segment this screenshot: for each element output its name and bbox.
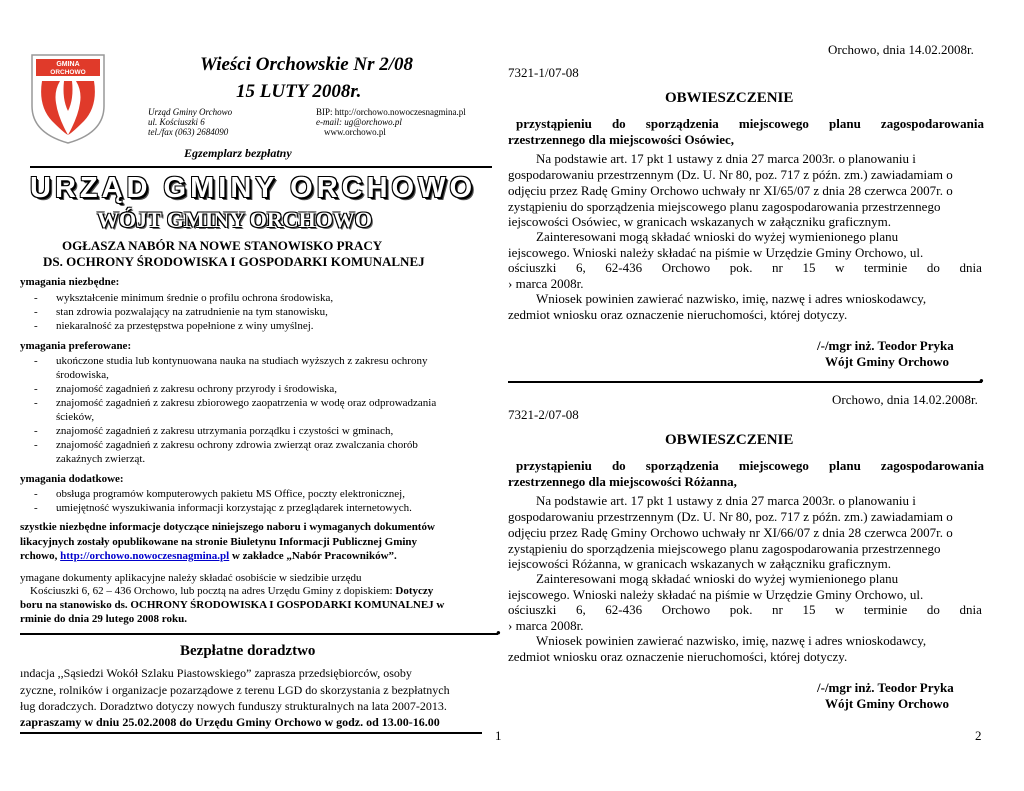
divider-dot: ● [496, 628, 501, 637]
list-bullet: - [34, 306, 38, 318]
docs-line-3: boru na stanowisko ds. OCHRONY ŚRODOWISKA I GOSPODARKI KOMUNALNEJ w [20, 599, 445, 611]
word: pok. [729, 602, 753, 617]
notice-text: zystąpieniu do sporządzenia miejscowego planu zagospodarowania przestrzennego [508, 199, 941, 214]
notice-date: Orchowo, dnia 14.02.2008r. [832, 392, 978, 407]
list-bullet: - [34, 355, 38, 367]
word: 15 [802, 260, 816, 275]
word: terminie [863, 602, 908, 617]
advice-line-2: zyczne, rolników i organizacje pozarządowe z terenu LGD do skorzystania z bezpłatnych [20, 683, 450, 697]
word: sporządzenia [645, 116, 719, 131]
notice-text: Wniosek powinien zawierać nazwisko, imię, nazwę i adres wnioskodawcy, [536, 633, 927, 648]
logo-text-bottom: ORCHOWO [50, 69, 86, 76]
notice-text: odjęciu przez Radę Gminy Orchowo uchwały nr XI/66/07 z dnia 28 czerwca 2007r. o [508, 525, 953, 540]
word: do [926, 260, 940, 275]
word: do [611, 458, 626, 473]
extra-item: umiejętność wyszukiwania informacji korzystając z przeglądarek internetowych. [56, 502, 412, 514]
word: ościuszki [508, 260, 557, 275]
word: zagospodarowania [880, 458, 984, 473]
notice-text: zystąpieniu do sporządzenia miejscowego planu zagospodarowania przestrzennego [508, 541, 941, 556]
office-name: Urząd Gminy Orchowo [148, 107, 233, 117]
required-heading: ymagania niezbędne: [20, 276, 120, 288]
notice-text: Na podstawie art. 17 pkt 1 ustawy z dnia 27 marca 2003r. o planowaniu i [536, 151, 916, 166]
notice-text: › marca 2008r. [508, 276, 584, 291]
office-street: ul. Kościuszki 6 [148, 117, 205, 127]
email-address: e-mail: ug@orchowo.pl [316, 117, 402, 127]
word: nr [772, 260, 783, 275]
notice-text-justified [508, 260, 982, 276]
notice-text: iejscowości Osówiec, w granicach wskazanych w załączniku graficznym. [508, 214, 891, 229]
notice-heading: OBWIESZCZENIE [665, 90, 794, 106]
list-bullet: - [34, 439, 38, 451]
word: miejscowego [738, 116, 809, 131]
newsletter-title: Wieści Orchowskie Nr 2/08 [200, 54, 414, 75]
word: pok. [729, 260, 753, 275]
notice-subject-line-1 [516, 116, 984, 132]
word: w [835, 260, 845, 275]
advice-line-3: ług doradczych. Doradztwo dotyczy nowych funduszy strukturalnych na lata 2007-2013. [20, 699, 447, 713]
preferred-item: znajomość zagadnień z zakresu ochrony zdrowia zwierząt oraz zwalczania chorób [56, 439, 418, 451]
word: 6, [575, 260, 586, 275]
word: miejscowego [738, 458, 809, 473]
word: planu [829, 458, 861, 473]
bip-link[interactable]: http://orchowo.nowoczesnagmina.pl [60, 550, 230, 562]
info-line-1: szystkie niezbędne informacje dotyczące niniejszego naboru i wymaganych dokumentów [20, 521, 435, 533]
left-divider [20, 633, 498, 635]
notice-text: Na podstawie art. 17 pkt 1 ustawy z dnia 27 marca 2003r. o planowaniu i [536, 493, 916, 508]
list-bullet: - [34, 397, 38, 409]
word: dnia [959, 602, 982, 617]
list-bullet: - [34, 320, 38, 332]
info-line-3-end: w zakładce „Nabór Pracowników”. [229, 550, 397, 562]
notice-subject-line-1 [516, 458, 984, 474]
signature-name: /-/mgr inż. Teodor Pryka [817, 338, 954, 353]
docs-line-4: rminie do dnia 29 lutego 2008 roku. [20, 613, 187, 625]
logo-text-top: GMINA [56, 61, 80, 68]
preferred-item-cont: zakaźnych zwierząt. [56, 453, 146, 465]
extra-heading: ymagania dodatkowe: [20, 473, 124, 485]
notice-text: odjęciu przez Radę Gminy Orchowo uchwały nr XI/65/07 z dnia 28 czerwca 2007r. o [508, 183, 953, 198]
notice-text: › marca 2008r. [508, 618, 584, 633]
advice-line-1: ındacja ,,Sąsiedzi Wokół Szlaku Piastowskiego” zaprasza przedsiębiorców, osoby [20, 666, 412, 680]
word: planu [829, 116, 861, 131]
list-bullet: - [34, 425, 38, 437]
list-bullet: - [34, 383, 38, 395]
preferred-item: ukończone studia lub kontynuowana nauka na studiach wyższych z zakresu ochrony [56, 355, 428, 367]
word: przystąpieniu [516, 116, 592, 131]
notice-text: Zainteresowani mogą składać wnioski do wyżej wymienionego planu [536, 571, 899, 586]
notice-text: iejscowości Różanna, w granicach wskazanych w załączniku graficznym. [508, 556, 891, 571]
left-page-number: 1 [495, 728, 502, 743]
word: zagospodarowania [880, 116, 984, 131]
word: Orchowo [661, 602, 711, 617]
required-item: stan zdrowia pozwalający na zatrudnienie na tym stanowisku, [56, 306, 328, 318]
word: 62-436 [605, 260, 643, 275]
notice-ref: 7321-2/07-08 [508, 407, 579, 422]
header-divider [30, 166, 492, 168]
notice-text: zedmiot wniosku oraz oznaczenie nieruchomości, której dotyczy. [508, 307, 848, 322]
word: do [611, 116, 626, 131]
list-bullet: - [34, 488, 38, 500]
notice-text: Wniosek powinien zawierać nazwisko, imię, nazwę i adres wnioskodawcy, [536, 291, 927, 306]
notice-text: iejscowego. Wnioski należy składać na piśmie w Urzędzie Gminy Orchowo, ul. [508, 587, 924, 602]
bip-address: BIP: http://orchowo.nowoczesnagmina.pl [316, 107, 466, 117]
notice-subject-line-2: rzestrzennego dla miejscowości Osówiec, [508, 132, 734, 147]
notice-heading: OBWIESZCZENIE [665, 432, 794, 448]
word: nr [772, 602, 783, 617]
info-line-3 [20, 550, 397, 562]
announce-line-1: OGŁASZA NABÓR NA NOWE STANOWISKO PRACY [62, 238, 383, 253]
word: do [926, 602, 940, 617]
list-bullet: - [34, 292, 38, 304]
notice-subject-line-2: rzestrzennego dla miejscowości Różanna, [508, 474, 737, 489]
notice-ref: 7321-1/07-08 [508, 65, 579, 80]
docs-line-1: ymagane dokumenty aplikacyjne należy składać osobiście w siedzibie urzędu [20, 572, 362, 584]
notice-text: Zainteresowani mogą składać wnioski do wyżej wymienionego planu [536, 229, 899, 244]
notice-text: zedmiot wniosku oraz oznaczenie nieruchomości, której dotyczy. [508, 649, 848, 664]
preferred-item-cont: środowiska, [56, 369, 109, 381]
word: sporządzenia [645, 458, 719, 473]
office-phone: tel./fax (063) 2684090 [148, 127, 229, 137]
preferred-heading: ymagania preferowane: [20, 340, 132, 352]
docs-line-2-bold: Dotyczy [395, 585, 434, 597]
right-page-number: 2 [975, 728, 982, 743]
docs-line-2-text: Kościuszki 6, 62 – 436 Orchowo, lub pocztą na adres Urzędu Gminy z dopiskiem: [30, 585, 396, 597]
extra-item: obsługa programów komputerowych pakietu MS Office, poczty elektronicznej, [56, 488, 405, 500]
notice-text: gospodarowaniu przestrzennym (Dz. U. Nr 80, poz. 717 z późn. zm.) zawiadamiam o [508, 509, 953, 524]
word: 62-436 [605, 602, 643, 617]
advice-heading: Bezpłatne doradztwo [180, 643, 316, 659]
word: terminie [863, 260, 908, 275]
word: 15 [802, 602, 816, 617]
notice-text-justified [508, 602, 982, 618]
docs-line-2 [30, 585, 433, 597]
notice-text: iejscowego. Wnioski należy składać na piśmie w Urzędzie Gminy Orchowo, ul. [508, 245, 924, 260]
gmina-logo [28, 51, 108, 146]
notice-text: gospodarowaniu przestrzennym (Dz. U. Nr 80, poz. 717 z późn. zm.) zawiadamiam o [508, 167, 953, 182]
preferred-item: znajomość zagadnień z zakresu utrzymania porządku i czystości w gminach, [56, 425, 394, 437]
signature-title: Wójt Gminy Orchowo [825, 354, 949, 369]
www-address: www.orchowo.pl [324, 127, 386, 137]
office-banner: URZĄD GMINY ORCHOWO [30, 172, 477, 204]
word: ościuszki [508, 602, 557, 617]
notice-divider [508, 381, 982, 383]
preferred-item-cont: ścieków, [56, 411, 95, 423]
announce-line-2: DS. OCHRONY ŚRODOWISKA I GOSPODARKI KOMUNALNEJ [43, 254, 425, 269]
signature-name: /-/mgr inż. Teodor Pryka [817, 680, 954, 695]
word: przystąpieniu [516, 458, 592, 473]
signature-title: Wójt Gminy Orchowo [825, 696, 949, 711]
list-bullet: - [34, 502, 38, 514]
wojt-banner: WÓJT GMINY ORCHOWO [97, 207, 373, 232]
word: dnia [959, 260, 982, 275]
word: Orchowo [661, 260, 711, 275]
preferred-item: znajomość zagadnień z zakresu zbiorowego zaopatrzenia w wodę oraz odprowadzania [56, 397, 437, 409]
advice-underline [20, 732, 482, 734]
preferred-item: znajomość zagadnień z zakresu ochrony przyrody i środowiska, [56, 383, 338, 395]
cut-date-text: Orchowo, dnia 14.02.2008r. [828, 42, 974, 57]
free-copy-label: Egzemplarz bezpłatny [184, 146, 292, 160]
required-item: niekaralność za przestępstwa popełnione z winy umyślnej. [56, 320, 314, 332]
advice-line-4: zapraszamy w dniu 25.02.2008 do Urzędu Gminy Orchowo w godz. od 13.00-16.00 [20, 715, 440, 729]
word: 6, [575, 602, 586, 617]
info-line-3-start: rchowo, [20, 550, 61, 562]
required-item: wykształcenie minimum średnie o profilu ochrona środowiska, [56, 292, 334, 304]
info-line-2: likacyjnych zostały opublikowane na stronie Biuletynu Informacji Publicznej Gminy [20, 536, 418, 548]
cut-date [828, 42, 974, 59]
word: w [835, 602, 845, 617]
newsletter-date: 15 LUTY 2008r. [236, 81, 362, 102]
notice-divider-dot: ● [979, 376, 984, 385]
